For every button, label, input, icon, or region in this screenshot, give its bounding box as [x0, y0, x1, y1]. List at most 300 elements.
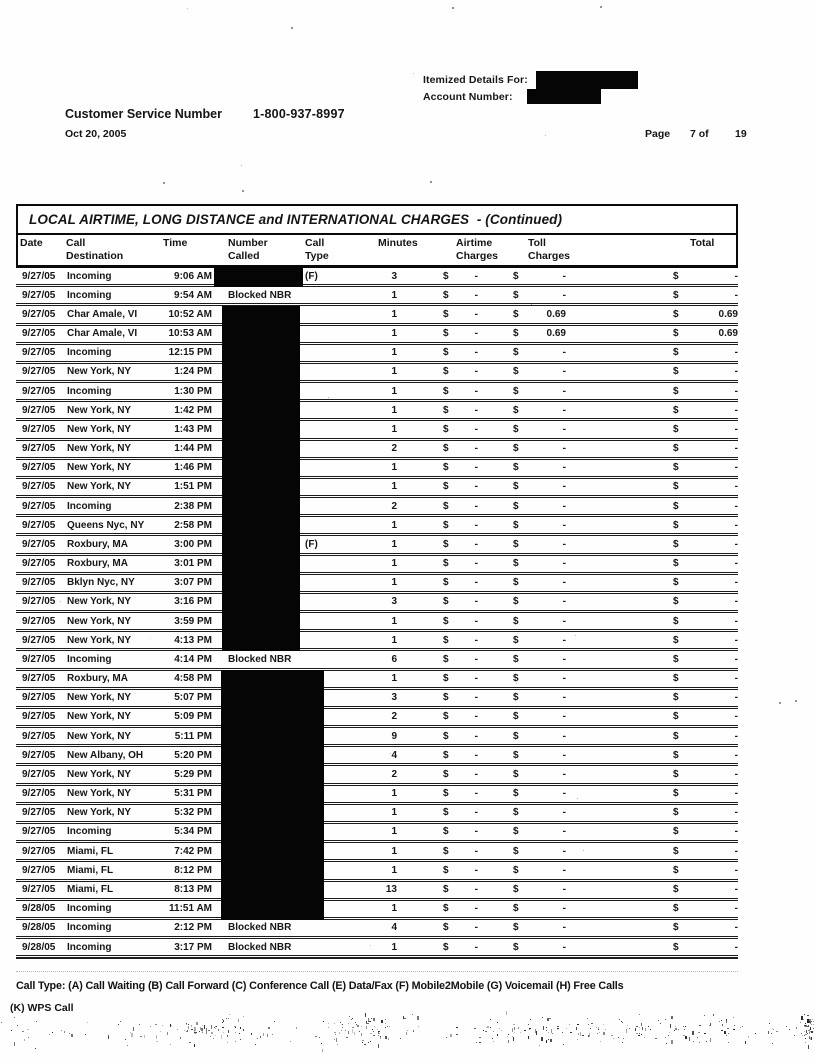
- toll-dollar-sign: $: [513, 558, 519, 570]
- airtime-charge-value: -: [474, 443, 478, 455]
- call-destination: New York, NY: [67, 692, 132, 704]
- airtime-dollar-sign: $: [443, 577, 449, 589]
- redacted-number-bar: [222, 498, 300, 518]
- redacted-number-bar: [222, 478, 300, 498]
- call-minutes: 1: [391, 941, 397, 953]
- call-date: 9/27/05: [22, 443, 56, 455]
- call-time: 5:32 PM: [174, 807, 212, 819]
- call-date: 9/27/05: [22, 596, 56, 608]
- airtime-charge-value: -: [474, 788, 478, 800]
- call-row: [16, 939, 738, 958]
- call-date: 9/27/05: [22, 615, 56, 627]
- call-date: 9/27/05: [22, 692, 56, 704]
- call-row: [16, 766, 738, 785]
- total-dollar-sign: $: [673, 692, 679, 704]
- airtime-dollar-sign: $: [443, 500, 449, 512]
- toll-dollar-sign: $: [513, 884, 519, 895]
- call-minutes: 2: [391, 768, 397, 780]
- charges-table-header-box: [16, 204, 738, 268]
- toll-charge-value: -: [562, 673, 566, 685]
- call-date: 9/27/05: [22, 845, 56, 857]
- redacted-number-bar: [222, 555, 300, 575]
- wps-call-note: (K) WPS Call: [10, 1002, 74, 1014]
- call-destination: Char Amale, VI: [67, 308, 138, 320]
- call-row: [16, 843, 738, 862]
- call-date: 9/28/05: [22, 922, 56, 934]
- account-number-label: Account Number:: [423, 91, 513, 103]
- call-time: 3:59 PM: [174, 615, 212, 627]
- total-charge-value: -: [734, 903, 738, 915]
- call-destination: New York, NY: [67, 730, 132, 742]
- redacted-number-bar: [222, 402, 300, 422]
- toll-dollar-sign: $: [513, 328, 519, 340]
- total-dollar-sign: $: [673, 443, 679, 455]
- call-row: [16, 651, 738, 670]
- toll-charge-value: -: [562, 788, 566, 800]
- toll-dollar-sign: $: [513, 615, 519, 627]
- redacted-number-bar: [221, 785, 324, 805]
- total-dollar-sign: $: [673, 328, 679, 340]
- call-minutes: 6: [391, 653, 397, 665]
- toll-charge-value: -: [562, 385, 566, 397]
- toll-charge-value: -: [562, 807, 566, 819]
- toll-charge-value: -: [562, 538, 566, 550]
- call-date: 9/27/05: [22, 768, 56, 780]
- toll-dollar-sign: $: [513, 634, 519, 646]
- call-destination: New York, NY: [67, 481, 132, 493]
- airtime-dollar-sign: $: [443, 366, 449, 378]
- redacted-number-bar: [222, 383, 300, 403]
- col-minutes: Minutes: [378, 237, 418, 249]
- total-charge-value: -: [734, 481, 738, 493]
- col-number-called: Number Called: [228, 237, 268, 262]
- redacted-number-bar: [222, 593, 300, 613]
- call-date: 9/27/05: [22, 519, 56, 531]
- airtime-charge-value: -: [474, 385, 478, 397]
- call-date: 9/27/05: [22, 864, 56, 876]
- airtime-dollar-sign: $: [443, 673, 449, 685]
- redacted-number-bar: [222, 363, 300, 383]
- airtime-charge-value: -: [474, 558, 478, 570]
- toll-dollar-sign: $: [513, 289, 519, 301]
- airtime-charge-value: -: [474, 864, 478, 876]
- total-charge-value: -: [734, 443, 738, 455]
- call-row: [16, 632, 738, 651]
- call-date: 9/28/05: [22, 941, 56, 953]
- call-row: [16, 460, 738, 479]
- call-destination: New York, NY: [67, 615, 132, 627]
- airtime-charge-value: -: [474, 692, 478, 704]
- total-charge-value: -: [734, 730, 738, 742]
- call-minutes: 4: [391, 922, 397, 934]
- page-total: 19: [735, 128, 747, 140]
- total-dollar-sign: $: [673, 673, 679, 685]
- call-time: 5:31 PM: [174, 788, 212, 800]
- airtime-dollar-sign: $: [443, 596, 449, 608]
- total-dollar-sign: $: [673, 845, 679, 857]
- redacted-number-bar: [222, 632, 300, 652]
- call-row: [16, 536, 738, 555]
- call-destination: New York, NY: [67, 634, 132, 646]
- toll-dollar-sign: $: [513, 807, 519, 819]
- call-row: [16, 786, 738, 805]
- toll-dollar-sign: $: [513, 270, 519, 282]
- airtime-dollar-sign: $: [443, 519, 449, 531]
- call-date: 9/27/05: [22, 500, 56, 512]
- airtime-dollar-sign: $: [443, 749, 449, 761]
- total-charge-value: -: [734, 289, 738, 301]
- redacted-number-bar: [221, 766, 324, 786]
- call-destination: Incoming: [67, 653, 112, 665]
- airtime-dollar-sign: $: [443, 692, 449, 704]
- call-detail-rows: [16, 268, 738, 959]
- call-minutes: 1: [391, 673, 397, 685]
- total-charge-value: -: [734, 366, 738, 378]
- toll-charge-value: -: [562, 500, 566, 512]
- total-charge-value: -: [734, 462, 738, 474]
- total-dollar-sign: $: [673, 558, 679, 570]
- toll-charge-value: -: [562, 749, 566, 761]
- redacted-number-bar: [221, 804, 324, 824]
- call-row: [16, 862, 738, 881]
- redacted-number-bar: [221, 728, 324, 748]
- airtime-charge-value: -: [474, 308, 478, 320]
- airtime-dollar-sign: $: [443, 922, 449, 934]
- total-charge-value: 0.69: [718, 308, 738, 320]
- toll-dollar-sign: $: [513, 366, 519, 378]
- airtime-charge-value: -: [474, 673, 478, 685]
- toll-charge-value: -: [562, 845, 566, 857]
- call-time: 8:13 PM: [174, 884, 212, 895]
- call-time: 1:42 PM: [174, 404, 212, 416]
- call-time: 1:24 PM: [174, 366, 212, 378]
- total-dollar-sign: $: [673, 768, 679, 780]
- call-destination: Roxbury, MA: [67, 538, 128, 550]
- call-destination: Incoming: [67, 922, 112, 934]
- redacted-number-bar: [222, 574, 300, 594]
- total-charge-value: -: [734, 653, 738, 665]
- airtime-charge-value: -: [474, 749, 478, 761]
- airtime-charge-value: -: [474, 289, 478, 301]
- airtime-charge-value: -: [474, 596, 478, 608]
- toll-dollar-sign: $: [513, 922, 519, 934]
- total-dollar-sign: $: [673, 788, 679, 800]
- redacted-number-bar: [221, 900, 324, 920]
- call-row: [16, 364, 738, 383]
- total-charge-value: -: [734, 768, 738, 780]
- airtime-dollar-sign: $: [443, 941, 449, 953]
- total-dollar-sign: $: [673, 577, 679, 589]
- total-dollar-sign: $: [673, 538, 679, 550]
- total-dollar-sign: $: [673, 462, 679, 474]
- redacted-account-number: [527, 89, 601, 104]
- total-charge-value: -: [734, 558, 738, 570]
- toll-dollar-sign: $: [513, 481, 519, 493]
- toll-charge-value: -: [562, 653, 566, 665]
- total-dollar-sign: $: [673, 826, 679, 838]
- airtime-charge-value: -: [474, 500, 478, 512]
- call-date: 9/27/05: [22, 423, 56, 435]
- airtime-dollar-sign: $: [443, 289, 449, 301]
- total-dollar-sign: $: [673, 730, 679, 742]
- call-time: 1:44 PM: [174, 443, 212, 455]
- toll-charge-value: -: [562, 596, 566, 608]
- call-time: 12:15 PM: [168, 347, 212, 359]
- call-minutes: 1: [391, 308, 397, 320]
- total-charge-value: -: [734, 692, 738, 704]
- call-destination: Incoming: [67, 941, 112, 953]
- call-minutes: 1: [391, 903, 397, 915]
- total-dollar-sign: $: [673, 615, 679, 627]
- toll-dollar-sign: $: [513, 385, 519, 397]
- redacted-number-bar: [222, 325, 300, 345]
- call-time: 5:34 PM: [174, 826, 212, 838]
- redacted-number-bar: [222, 421, 300, 441]
- total-charge-value: -: [734, 519, 738, 531]
- total-charge-value: -: [734, 845, 738, 857]
- call-minutes: 1: [391, 385, 397, 397]
- total-dollar-sign: $: [673, 903, 679, 915]
- total-charge-value: -: [734, 864, 738, 876]
- call-minutes: 2: [391, 500, 397, 512]
- toll-dollar-sign: $: [513, 730, 519, 742]
- airtime-charge-value: -: [474, 423, 478, 435]
- call-time: 5:07 PM: [174, 692, 212, 704]
- call-row: [16, 728, 738, 747]
- call-destination: New York, NY: [67, 404, 132, 416]
- airtime-dollar-sign: $: [443, 711, 449, 723]
- call-date: 9/27/05: [22, 308, 56, 320]
- airtime-dollar-sign: $: [443, 884, 449, 895]
- call-time: 9:06 AM: [174, 270, 212, 282]
- call-minutes: 13: [385, 884, 397, 895]
- airtime-charge-value: -: [474, 884, 478, 895]
- call-time: 1:51 PM: [174, 481, 212, 493]
- call-time: 10:52 AM: [168, 308, 212, 320]
- call-type-code: (F): [305, 538, 318, 550]
- call-minutes: 2: [391, 711, 397, 723]
- call-time: 1:30 PM: [174, 385, 212, 397]
- airtime-charge-value: -: [474, 366, 478, 378]
- toll-dollar-sign: $: [513, 903, 519, 915]
- toll-charge-value: -: [562, 634, 566, 646]
- call-time: 9:54 AM: [174, 289, 212, 301]
- table-bottom-artifact-line: [16, 971, 738, 972]
- total-dollar-sign: $: [673, 749, 679, 761]
- call-row: [16, 901, 738, 920]
- toll-dollar-sign: $: [513, 443, 519, 455]
- airtime-charge-value: -: [474, 903, 478, 915]
- call-date: 9/27/05: [22, 577, 56, 589]
- call-destination: New Albany, OH: [67, 749, 144, 761]
- total-dollar-sign: $: [673, 423, 679, 435]
- call-date: 9/27/05: [22, 366, 56, 378]
- redacted-number-bar: [221, 689, 324, 709]
- toll-charge-value: -: [562, 941, 566, 953]
- call-time: 3:01 PM: [174, 558, 212, 570]
- call-type-legend: Call Type: (A) Call Waiting (B) Call Forward (C) Conference Call (E) Data/Fax (F) Mobile2Mobile (G) Voicemail (H) Free Calls: [16, 980, 624, 992]
- col-call-type: Call Type: [305, 237, 329, 262]
- redacted-number-bar: [222, 440, 300, 460]
- call-row: [16, 709, 738, 728]
- call-row: [16, 805, 738, 824]
- toll-charge-value: -: [562, 270, 566, 282]
- call-minutes: 9: [391, 730, 397, 742]
- toll-charge-value: -: [562, 481, 566, 493]
- total-dollar-sign: $: [673, 864, 679, 876]
- airtime-charge-value: -: [474, 653, 478, 665]
- airtime-charge-value: -: [474, 634, 478, 646]
- col-time: Time: [163, 237, 188, 249]
- toll-dollar-sign: $: [513, 749, 519, 761]
- call-row: [16, 383, 738, 402]
- toll-dollar-sign: $: [513, 864, 519, 876]
- page-current: 7 of: [690, 128, 709, 140]
- call-minutes: 3: [391, 692, 397, 704]
- call-destination: Char Amale, VI: [67, 328, 138, 340]
- redacted-customer-name: [536, 71, 638, 89]
- airtime-dollar-sign: $: [443, 826, 449, 838]
- call-destination: Incoming: [67, 500, 112, 512]
- airtime-charge-value: -: [474, 615, 478, 627]
- airtime-charge-value: -: [474, 481, 478, 493]
- airtime-dollar-sign: $: [443, 404, 449, 416]
- toll-dollar-sign: $: [513, 308, 519, 320]
- call-destination: Incoming: [67, 903, 112, 915]
- call-time: 1:46 PM: [174, 462, 212, 474]
- col-date: Date: [20, 237, 43, 249]
- toll-dollar-sign: $: [513, 462, 519, 474]
- call-destination: Miami, FL: [67, 864, 114, 876]
- total-dollar-sign: $: [673, 385, 679, 397]
- call-row: [16, 517, 738, 536]
- total-dollar-sign: $: [673, 404, 679, 416]
- total-charge-value: -: [734, 634, 738, 646]
- call-minutes: 1: [391, 404, 397, 416]
- total-charge-value: -: [734, 749, 738, 761]
- call-time: 3:07 PM: [174, 577, 212, 589]
- toll-charge-value: -: [562, 615, 566, 627]
- toll-dollar-sign: $: [513, 347, 519, 359]
- call-destination: Incoming: [67, 385, 112, 397]
- call-destination: Queens Nyc, NY: [67, 519, 145, 531]
- toll-dollar-sign: $: [513, 692, 519, 704]
- airtime-charge-value: -: [474, 768, 478, 780]
- airtime-charge-value: -: [474, 845, 478, 857]
- call-date: 9/27/05: [22, 558, 56, 570]
- call-date: 9/27/05: [22, 385, 56, 397]
- toll-charge-value: -: [562, 768, 566, 780]
- call-row: [16, 556, 738, 575]
- call-time: 1:43 PM: [174, 423, 212, 435]
- total-dollar-sign: $: [673, 481, 679, 493]
- total-dollar-sign: $: [673, 807, 679, 819]
- toll-charge-value: -: [562, 730, 566, 742]
- total-dollar-sign: $: [673, 922, 679, 934]
- total-charge-value: 0.69: [718, 328, 738, 340]
- airtime-charge-value: -: [474, 922, 478, 934]
- itemized-details-label: Itemized Details For:: [423, 74, 528, 86]
- airtime-dollar-sign: $: [443, 462, 449, 474]
- total-charge-value: -: [734, 404, 738, 416]
- total-charge-value: -: [734, 423, 738, 435]
- call-row: [16, 747, 738, 766]
- call-destination: Incoming: [67, 826, 112, 838]
- call-destination: New York, NY: [67, 711, 132, 723]
- airtime-charge-value: -: [474, 711, 478, 723]
- airtime-charge-value: -: [474, 941, 478, 953]
- airtime-dollar-sign: $: [443, 558, 449, 570]
- call-date: 9/27/05: [22, 404, 56, 416]
- toll-charge-value: -: [562, 366, 566, 378]
- call-time: 3:16 PM: [174, 596, 212, 608]
- call-row: [16, 421, 738, 440]
- call-time: 7:42 PM: [174, 845, 212, 857]
- call-destination: New York, NY: [67, 596, 132, 608]
- call-row: [16, 824, 738, 843]
- toll-dollar-sign: $: [513, 538, 519, 550]
- airtime-dollar-sign: $: [443, 443, 449, 455]
- call-row: [16, 479, 738, 498]
- call-date: 9/28/05: [22, 903, 56, 915]
- toll-charge-value: 0.69: [546, 308, 566, 320]
- call-row: [16, 594, 738, 613]
- toll-dollar-sign: $: [513, 653, 519, 665]
- toll-dollar-sign: $: [513, 845, 519, 857]
- table-title: LOCAL AIRTIME, LONG DISTANCE and INTERNATIONAL CHARGES - (Continued): [18, 206, 736, 235]
- toll-charge-value: -: [562, 884, 566, 895]
- call-row: [16, 920, 738, 939]
- airtime-dollar-sign: $: [443, 788, 449, 800]
- call-time: 5:20 PM: [174, 749, 212, 761]
- call-destination: Roxbury, MA: [67, 673, 128, 685]
- call-row: [16, 575, 738, 594]
- toll-dollar-sign: $: [513, 788, 519, 800]
- toll-charge-value: -: [562, 692, 566, 704]
- total-dollar-sign: $: [673, 289, 679, 301]
- call-minutes: 1: [391, 558, 397, 570]
- airtime-dollar-sign: $: [443, 270, 449, 282]
- call-minutes: 1: [391, 538, 397, 550]
- airtime-dollar-sign: $: [443, 653, 449, 665]
- call-date: 9/27/05: [22, 538, 56, 550]
- toll-charge-value: -: [562, 826, 566, 838]
- call-minutes: 1: [391, 481, 397, 493]
- airtime-dollar-sign: $: [443, 347, 449, 359]
- call-minutes: 1: [391, 347, 397, 359]
- call-time: 2:58 PM: [174, 519, 212, 531]
- col-total: Total: [690, 237, 715, 249]
- total-dollar-sign: $: [673, 270, 679, 282]
- total-charge-value: -: [734, 788, 738, 800]
- airtime-dollar-sign: $: [443, 634, 449, 646]
- call-minutes: 1: [391, 328, 397, 340]
- total-charge-value: -: [734, 615, 738, 627]
- redacted-number-bar: [222, 613, 300, 633]
- airtime-dollar-sign: $: [443, 615, 449, 627]
- total-dollar-sign: $: [673, 653, 679, 665]
- toll-charge-value: -: [562, 462, 566, 474]
- number-called: Blocked NBR: [228, 941, 292, 953]
- call-destination: Roxbury, MA: [67, 558, 128, 570]
- total-dollar-sign: $: [673, 500, 679, 512]
- total-dollar-sign: $: [673, 308, 679, 320]
- total-charge-value: -: [734, 673, 738, 685]
- toll-dollar-sign: $: [513, 826, 519, 838]
- airtime-dollar-sign: $: [443, 807, 449, 819]
- total-charge-value: -: [734, 922, 738, 934]
- redacted-number-bar: [221, 843, 324, 863]
